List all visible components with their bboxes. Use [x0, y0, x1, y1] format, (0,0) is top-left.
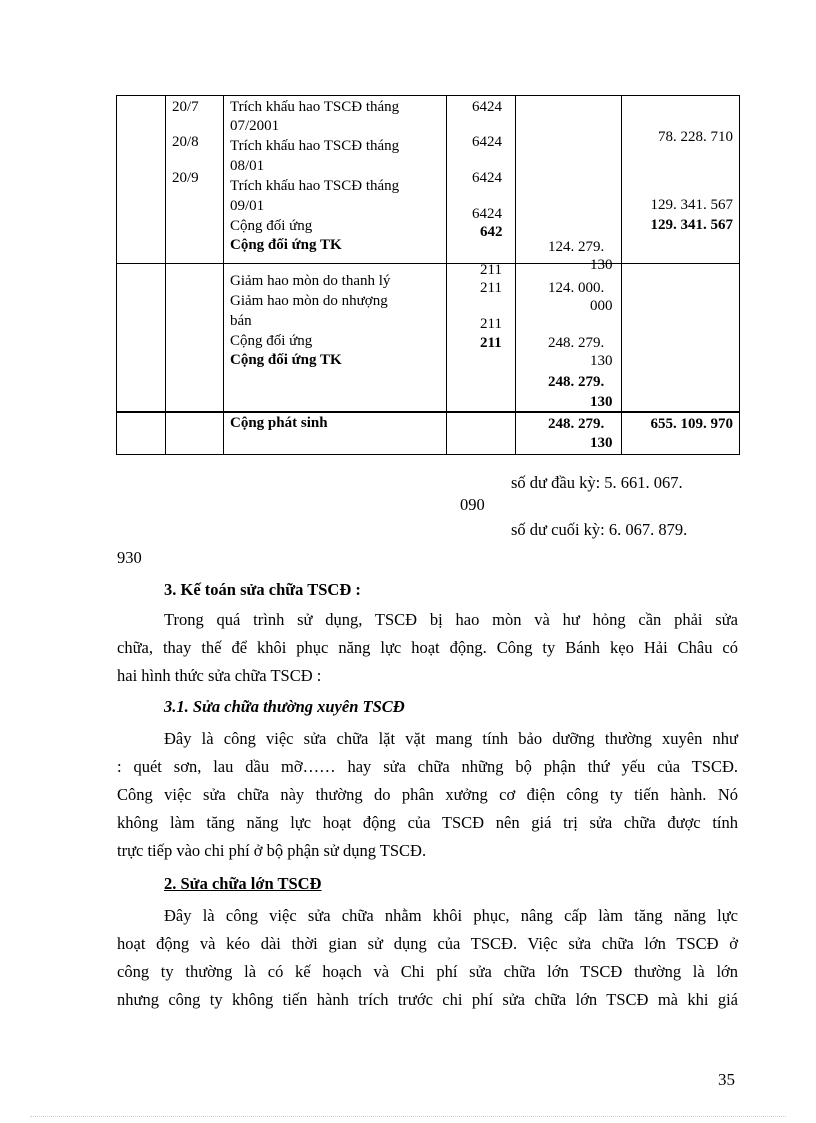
total-debit: 130	[590, 435, 613, 451]
desc-cell: Cộng đối ứng TK	[230, 237, 342, 253]
desc-cell: 07/2001	[230, 118, 280, 134]
col-sep-5	[621, 95, 622, 455]
closing-balance-cont: 930	[117, 548, 142, 567]
desc-cell: 08/01	[230, 158, 265, 174]
table-border-left	[116, 95, 117, 455]
acct-cell: 211	[480, 335, 502, 351]
debit-cell: 130	[590, 394, 613, 410]
date-cell: 20/7	[172, 99, 199, 115]
desc-cell: Cộng đối ứng	[230, 218, 313, 234]
acct-cell: 642	[480, 224, 503, 240]
desc-cell: Giảm hao mòn do nhượng	[230, 293, 388, 309]
opening-balance-cont: 090	[460, 495, 485, 514]
section-heading: 2. Sửa chữa lớn TSCĐ	[164, 874, 322, 893]
paragraph-line: hai hình thức sửa chữa TSCĐ :	[117, 666, 322, 685]
paragraph-line: : quét sơn, lau dầu mỡ…… hay sửa chữa những bộ phận thứ yếu của TSCĐ.	[117, 757, 738, 776]
paragraph-line: công ty thường là có kế hoạch và Chi phí sửa chữa lớn TSCĐ thường là lớn	[117, 962, 738, 981]
desc-cell: Cộng đối ứng TK	[230, 352, 342, 368]
total-credit: 655. 109. 970	[650, 416, 733, 432]
desc-cell: Trích khấu hao TSCĐ tháng	[230, 178, 400, 194]
debit-cell: 124. 000.	[548, 280, 605, 296]
table-border-right	[739, 95, 740, 455]
col-sep-1	[165, 95, 166, 455]
paragraph-line: nhưng công ty không tiến hành trích trước chi phí sửa chữa lớn TSCĐ mà khi giá	[117, 990, 738, 1009]
ledger-table	[116, 95, 740, 455]
debit-cell: 130	[590, 257, 613, 273]
total-debit: 248. 279.	[548, 416, 605, 432]
table-border-bottom	[116, 454, 740, 455]
debit-cell: 248. 279.	[548, 335, 605, 351]
total-label: Cộng phát sinh	[230, 415, 328, 431]
section-heading: 3. Kế toán sửa chữa TSCĐ :	[164, 580, 361, 599]
acct-cell: 6424	[472, 99, 502, 115]
debit-cell: 248. 279.	[548, 374, 605, 390]
credit-cell: 78. 228. 710	[658, 129, 733, 145]
debit-cell: 130	[590, 353, 613, 369]
desc-cell: Cộng đối ứng	[230, 333, 313, 349]
paragraph-line: Đây là công việc sửa chữa lặt vặt mang tính bảo dưỡng thường xuyên như	[164, 729, 738, 748]
row-sep-2	[116, 411, 740, 413]
table-border-top	[116, 95, 740, 96]
paragraph-line: không làm tăng năng lực hoạt động của TSCĐ nên giá trị sửa chữa được tính	[117, 813, 738, 832]
acct-cell: 6424	[472, 206, 502, 222]
desc-cell: Trích khấu hao TSCĐ tháng	[230, 138, 400, 154]
col-sep-2	[223, 95, 224, 455]
desc-cell: Trích khấu hao TSCĐ tháng	[230, 99, 400, 115]
paragraph-line: Công việc sửa chữa này thường do phân xưởng cơ điện công ty tiến hành. Nó	[117, 785, 738, 804]
row-sep-1	[116, 263, 740, 264]
col-sep-4	[515, 95, 516, 455]
date-cell: 20/8	[172, 134, 199, 150]
desc-cell: Giảm hao mòn do thanh lý	[230, 273, 391, 289]
date-cell: 20/9	[172, 170, 199, 186]
desc-cell: bán	[230, 313, 252, 329]
paragraph-line: Trong quá trình sử dụng, TSCĐ bị hao mòn và hư hỏng cần phải sửa	[164, 610, 738, 629]
paragraph-line: chữa, thay thế để khôi phục năng lực hoạt động. Công ty Bánh kẹo Hải Châu có	[117, 638, 738, 657]
credit-cell: 129. 341. 567	[650, 197, 733, 213]
paragraph-line: Đây là công việc sửa chữa nhằm khôi phục, nâng cấp làm tăng năng lực	[164, 906, 738, 925]
opening-balance: số dư đầu kỳ: 5. 661. 067.	[511, 473, 683, 492]
footer-divider	[30, 1116, 786, 1117]
acct-cell: 6424	[472, 170, 502, 186]
acct-cell: 211	[480, 262, 502, 278]
paragraph-line: trực tiếp vào chi phí ở bộ phận sử dụng TSCĐ.	[117, 841, 427, 860]
acct-cell: 211	[480, 280, 502, 296]
desc-cell: 09/01	[230, 198, 265, 214]
acct-cell: 6424	[472, 134, 502, 150]
page-number: 35	[718, 1070, 735, 1089]
closing-balance: số dư cuối kỳ: 6. 067. 879.	[511, 520, 688, 539]
col-sep-3	[446, 95, 447, 455]
acct-cell: 211	[480, 316, 502, 332]
credit-cell: 129. 341. 567	[650, 217, 733, 233]
debit-cell: 000	[590, 298, 613, 314]
debit-cell: 124. 279.	[548, 239, 605, 255]
paragraph-line: hoạt động và kéo dài thời gian sử dụng của TSCĐ. Việc sửa chữa lớn TSCĐ ở	[117, 934, 738, 953]
section-heading: 3.1. Sửa chữa thường xuyên TSCĐ	[164, 697, 405, 716]
